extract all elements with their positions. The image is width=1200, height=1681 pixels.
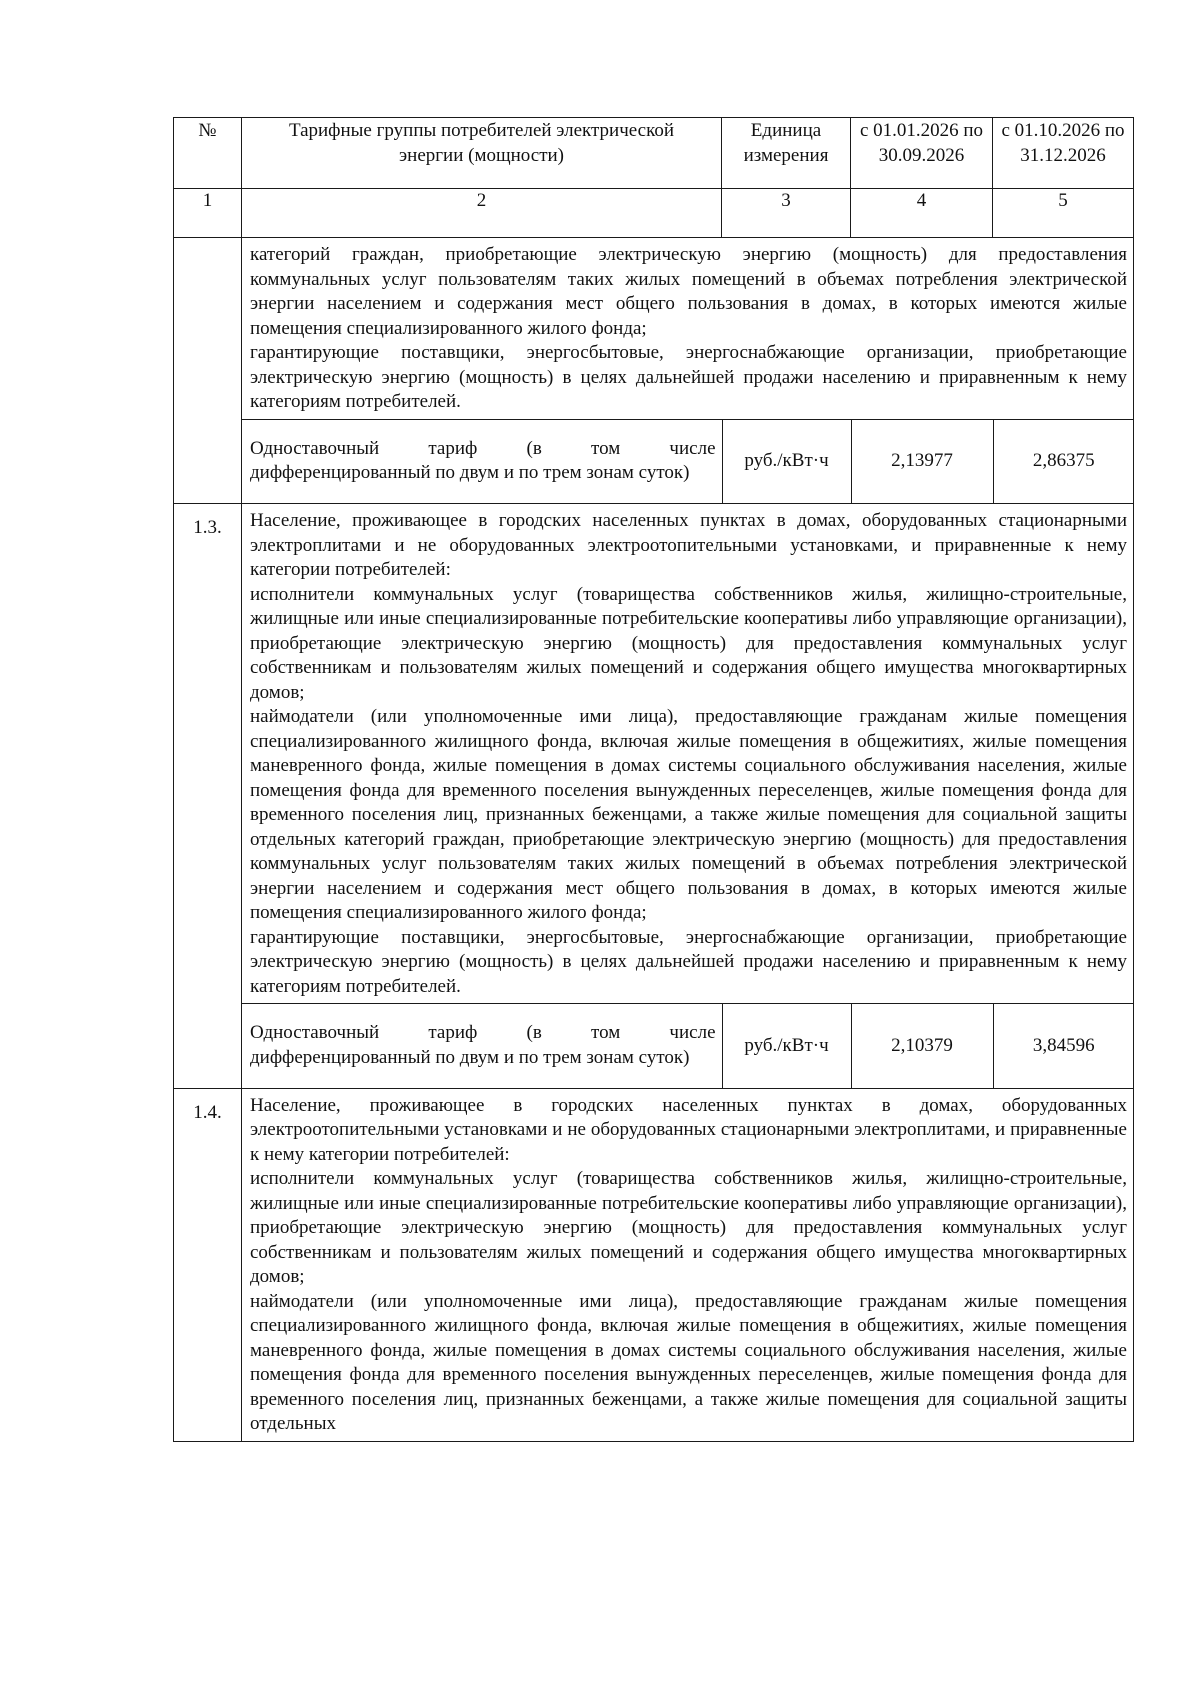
row-description (242, 238, 1133, 419)
description-paragraph: гарантирующие поставщики, энергосбытовые, энергоснабжающие организации, приобретающие электрическую энергию (мощность) в целях дальнейшей продажи населению и приравненным к нему категориям потребителей. (250, 342, 1127, 412)
header-number: № (174, 118, 242, 189)
row-content (242, 1088, 1134, 1441)
tariff-value-period-2: 2,86375 (993, 419, 1134, 503)
tariff-subrow (242, 419, 1134, 504)
header-period-2: с 01.10.2026 по 31.12.2026 (993, 118, 1134, 189)
description-paragraph: категорий граждан, приобретающие электрическую энергию (мощность) для предоставления коммунальных услуг пользователям таких жилых помещений в объемах потребления электрической энергии населением и содержания мест общего пользования в домах, в которых имеются жилые помещения специализированного жилого фонда; (250, 244, 1127, 339)
row-description (242, 504, 1133, 1003)
tariff-value-period-1: 2,13977 (851, 419, 993, 503)
description-paragraph: гарантирующие поставщики, энергосбытовые, энергоснабжающие организации, приобретающие электрическую энергию (мощность) в целях дальнейшей продажи населению и приравненным к нему категориям потребителей. (250, 926, 1127, 997)
column-number: 1 (174, 189, 242, 238)
table-header-row (174, 118, 1134, 189)
row-number: 1.3. (174, 504, 242, 1089)
description-paragraph: исполнители коммунальных услуг (товарищества собственников жилья, жилищно-строительные, жилищные или иные специализированные потребительские кооперативы либо управляющие организации), приобретающие электрическую энергию (мощность) для предоставления коммунальных услуг собственникам и пользователям жилых помещений и содержания общего имущества многоквартирных домов; (250, 1168, 1127, 1287)
tariff-unit: руб./кВт·ч (722, 419, 851, 503)
description-paragraph: наймодатели (или уполномоченные ими лица), предоставляющие гражданам жилые помещения специализированного жилищного фонда, включая жилые помещения в общежитиях, жилые помещения маневренного фонда, жилые помещения в домах системы социального обслуживания населения, жилые помещения фонда для временного поселения вынужденных переселенцев, жилые помещения фонда для временного поселения лиц, признанных беженцами, а также жилые помещения для социальной защиты отдельных категорий граждан, приобретающие электрическую энергию (мощность) для предоставления коммунальных услуг пользователям таких жилых помещений в объемах потребления электрической энергии населением и содержания мест общего пользования в домах, в которых имеются жилые помещения специализированного жилого фонда; (250, 706, 1127, 923)
description-paragraph: наймодатели (или уполномоченные ими лица), предоставляющие гражданам жилые помещения специализированного жилищного фонда, включая жилые помещения в общежитиях, жилые помещения маневренного фонда, жилые помещения в домах системы социального обслуживания населения, жилые помещения фонда для временного поселения вынужденных переселенцев, жилые помещения фонда для временного поселения лиц, признанных беженцами, а также жилые помещения для социальной защиты отдельных (250, 1290, 1127, 1434)
description-paragraph: исполнители коммунальных услуг (товарищества собственников жилья, жилищно-строительные, жилищные или иные специализированные потребительские кооперативы либо управляющие организации), приобретающие электрическую энергию (мощность) для предоставления коммунальных услуг собственникам и пользователям жилых помещений и содержания общего имущества многоквартирных домов; (250, 583, 1127, 703)
description-paragraph: Население, проживающее в городских населенных пунктах в домах, оборудованных стационарными электроплитами и не оборудованных электроотопительными установками, и приравненные к нему категории потребителей: (250, 510, 1127, 580)
header-tariff-group: Тарифные группы потребителей электрической энергии (мощности) (242, 118, 722, 189)
column-number-row (174, 189, 1134, 238)
header-unit: Единица измерения (722, 118, 851, 189)
tariff-value-period-1: 2,10379 (851, 1004, 993, 1088)
table-row (174, 238, 1134, 504)
tariff-table (173, 117, 1134, 1442)
tariff-unit: руб./кВт·ч (722, 1004, 851, 1088)
column-number: 2 (242, 189, 722, 238)
tariff-name: Одноставочный тариф (в том числе дифференцированный по двум и по трем зонам суток) (242, 1004, 722, 1088)
tariff-value-period-2: 3,84596 (993, 1004, 1134, 1088)
row-content (242, 504, 1134, 1089)
header-period-1: с 01.01.2026 по 30.09.2026 (851, 118, 993, 189)
column-number: 5 (993, 189, 1134, 238)
column-number: 3 (722, 189, 851, 238)
row-number: 1.4. (174, 1088, 242, 1441)
table-row (174, 504, 1134, 1089)
row-number (174, 238, 242, 504)
description-paragraph: Население, проживающее в городских населенных пунктах в домах, оборудованных электроотопительными установками и не оборудованных стационарными электроплитами, и приравненные к нему категории потребителей: (250, 1094, 1127, 1165)
row-description (242, 1089, 1133, 1441)
row-content (242, 238, 1134, 504)
tariff-name: Одноставочный тариф (в том числе дифференцированный по двум и по трем зонам суток) (242, 419, 722, 503)
column-number: 4 (851, 189, 993, 238)
table-row (174, 1088, 1134, 1441)
tariff-subrow (242, 1003, 1134, 1088)
